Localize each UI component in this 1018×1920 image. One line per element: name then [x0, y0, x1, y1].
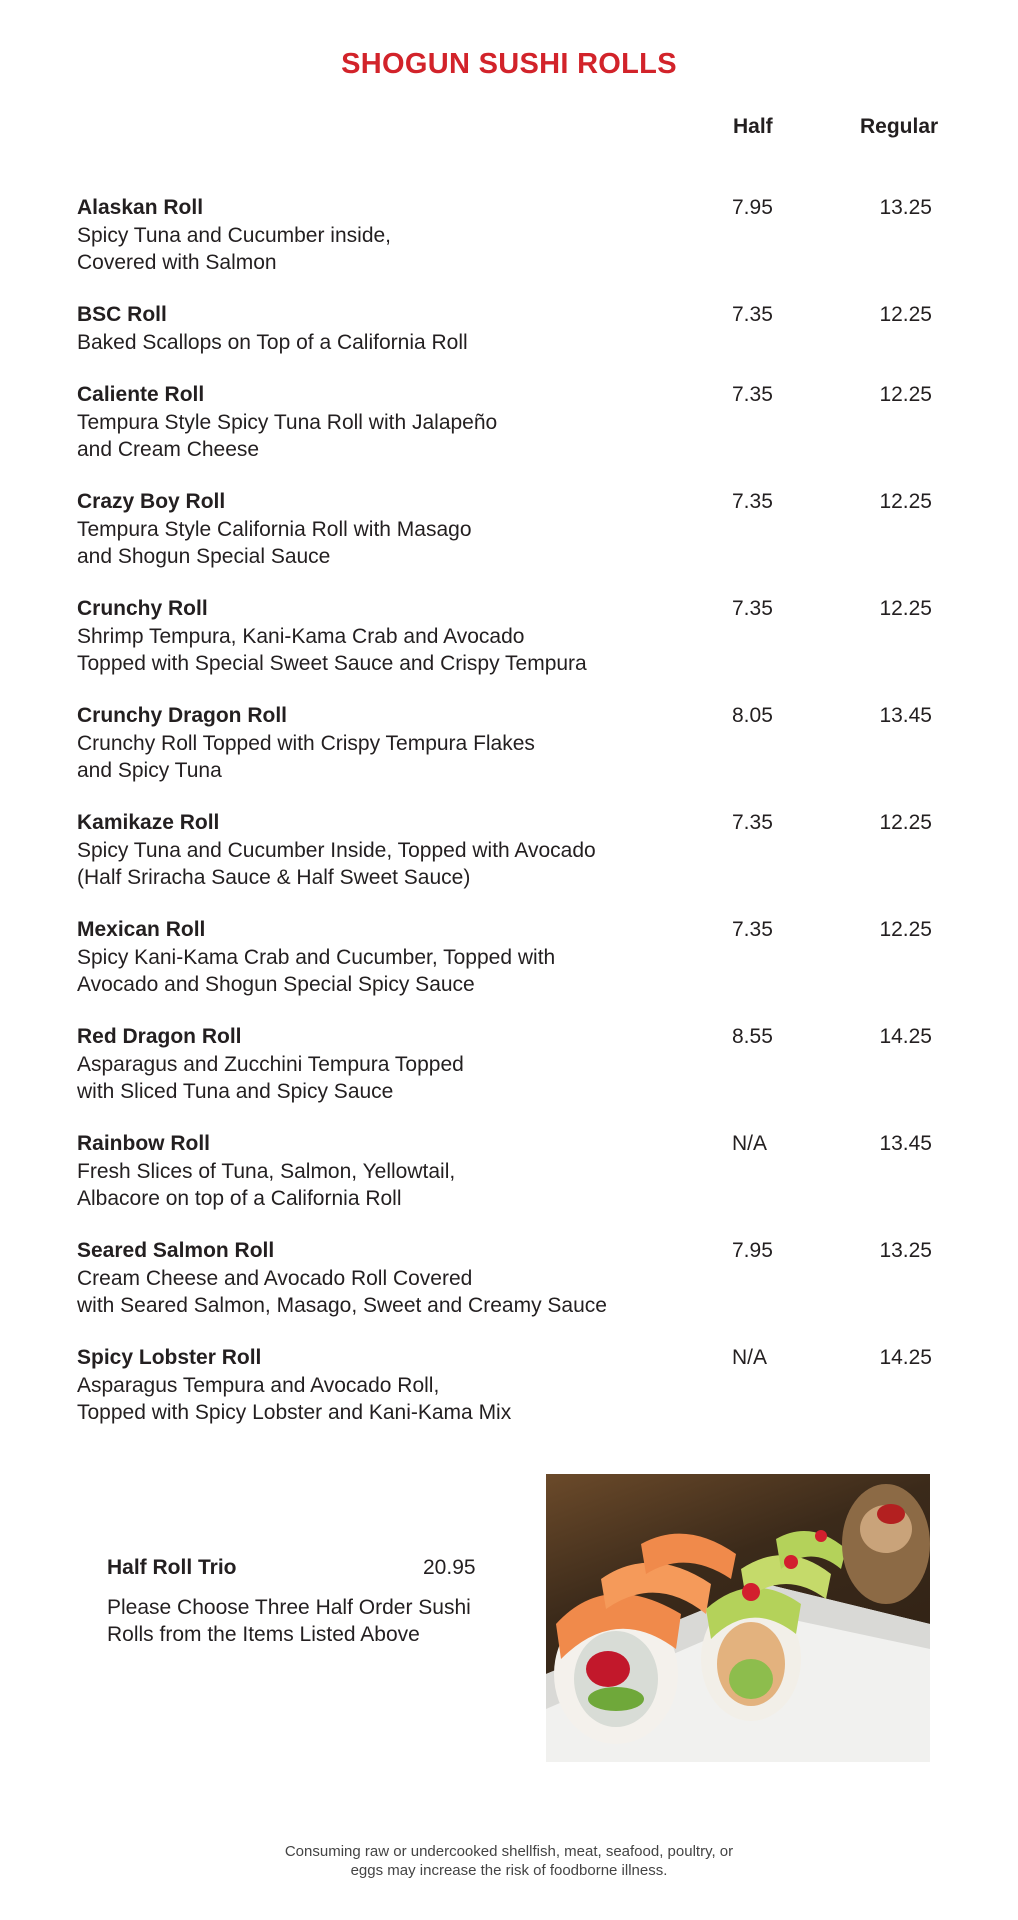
menu-item-price-regular: 12.25 — [879, 597, 932, 620]
menu-item — [0, 196, 1018, 296]
menu-item-name: Crunchy Roll — [77, 597, 208, 620]
menu-item-price-half: 8.55 — [732, 1025, 773, 1048]
menu-item-name: Crazy Boy Roll — [77, 490, 226, 513]
menu-item-price-half: N/A — [732, 1346, 768, 1369]
menu-item-name: Mexican Roll — [77, 918, 206, 941]
food-safety-notice: Consuming raw or undercooked shellfish, meat, seafood, poultry, or eggs may increase the risk of foodborne illness. — [284, 1843, 734, 1879]
menu-item-name: Rainbow Roll — [77, 1132, 210, 1155]
menu-item-price-half: 7.35 — [732, 918, 773, 941]
menu-item-name: Alaskan Roll — [77, 196, 204, 219]
menu-item — [0, 918, 1018, 1018]
menu-item-price-regular: 13.25 — [879, 196, 932, 219]
menu-item-description: Fresh Slices of Tuna, Salmon, Yellowtail, Albacore on top of a California Roll — [77, 1160, 456, 1210]
menu-item-name: Seared Salmon Roll — [77, 1239, 275, 1262]
menu-item-name: Kamikaze Roll — [77, 811, 220, 834]
menu-item-description: Spicy Tuna and Cucumber Inside, Topped with Avocado (Half Sriracha Sauce & Half Sweet Sauce) — [77, 839, 596, 889]
menu-item-price-half: 7.35 — [732, 597, 773, 620]
menu-item-name: Caliente Roll — [77, 383, 205, 406]
menu-item — [0, 1132, 1018, 1232]
menu-item-price-regular: 14.25 — [879, 1025, 932, 1048]
menu-item-description: Tempura Style Spicy Tuna Roll with Jalapeño and Cream Cheese — [77, 411, 498, 461]
menu-item-price-regular: 14.25 — [879, 1346, 932, 1369]
menu-item-description: Baked Scallops on Top of a California Roll — [77, 331, 468, 354]
menu-item-price-regular: 12.25 — [879, 811, 932, 834]
menu-item — [0, 597, 1018, 697]
menu-item-description: Tempura Style California Roll with Masago and Shogun Special Sauce — [77, 518, 472, 568]
menu-item-price-half: 8.05 — [732, 704, 773, 727]
sushi-illustration — [546, 1474, 930, 1762]
menu-item-description: Crunchy Roll Topped with Crispy Tempura Flakes and Spicy Tuna — [77, 732, 535, 782]
menu-item — [0, 1346, 1018, 1446]
menu-item-description: Cream Cheese and Avocado Roll Covered with Seared Salmon, Masago, Sweet and Creamy Sauce — [77, 1267, 607, 1317]
column-header-regular: Regular — [860, 115, 939, 138]
menu-item-price-regular: 12.25 — [879, 490, 932, 513]
menu-item-price-half: 7.35 — [732, 303, 773, 326]
menu-item-price-regular: 13.45 — [879, 704, 932, 727]
menu-item-description: Asparagus Tempura and Avocado Roll, Topped with Spicy Lobster and Kani-Kama Mix — [77, 1374, 512, 1424]
menu-item — [0, 704, 1018, 804]
menu-item-price-half: 7.35 — [732, 383, 773, 406]
menu-item-description: Spicy Tuna and Cucumber inside, Covered with Salmon — [77, 224, 392, 274]
menu-item-name: Crunchy Dragon Roll — [77, 704, 288, 727]
menu-item — [0, 1239, 1018, 1339]
menu-item-price-half: 7.35 — [732, 811, 773, 834]
menu-item-price-half: 7.35 — [732, 490, 773, 513]
trio-description: Please Choose Three Half Order Sushi Rolls from the Items Listed Above — [107, 1596, 471, 1646]
menu-item — [0, 383, 1018, 483]
menu-item-name: Spicy Lobster Roll — [77, 1346, 262, 1369]
menu-item-price-regular: 13.45 — [879, 1132, 932, 1155]
menu-item-price-regular: 12.25 — [879, 383, 932, 406]
menu-item-price-half: 7.95 — [732, 1239, 773, 1262]
menu-item-price-regular: 12.25 — [879, 918, 932, 941]
menu-item-name: BSC Roll — [77, 303, 167, 326]
trio-name: Half Roll Trio — [107, 1556, 237, 1579]
menu-item-price-half: 7.95 — [732, 196, 773, 219]
menu-item-price-regular: 12.25 — [879, 303, 932, 326]
sushi-photo — [546, 1474, 930, 1762]
column-header-half: Half — [733, 115, 773, 138]
menu-item — [0, 1025, 1018, 1125]
menu-item-description: Asparagus and Zucchini Tempura Topped with Sliced Tuna and Spicy Sauce — [77, 1053, 464, 1103]
menu-item-description: Shrimp Tempura, Kani-Kama Crab and Avocado Topped with Special Sweet Sauce and Crispy Tempura — [77, 625, 587, 675]
menu-item-price-regular: 13.25 — [879, 1239, 932, 1262]
menu-item — [0, 490, 1018, 590]
menu-item-price-half: N/A — [732, 1132, 768, 1155]
menu-item-name: Red Dragon Roll — [77, 1025, 242, 1048]
menu-item-description: Spicy Kani-Kama Crab and Cucumber, Topped with Avocado and Shogun Special Spicy Sauce — [77, 946, 556, 996]
menu-item — [0, 811, 1018, 911]
menu-title: SHOGUN SUSHI ROLLS — [341, 48, 677, 80]
trio-price: 20.95 — [423, 1556, 476, 1579]
